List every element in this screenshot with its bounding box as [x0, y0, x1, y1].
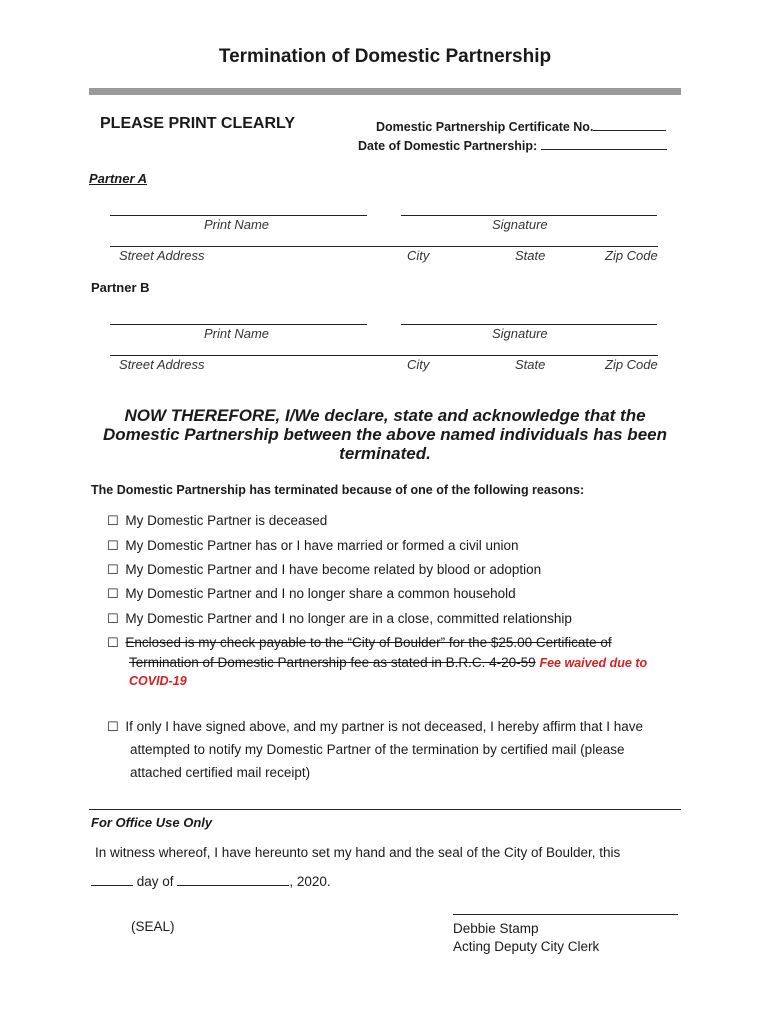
- reason-label: My Domestic Partner and I have become related by blood or adoption: [125, 562, 542, 577]
- partner-a-heading: Partner A: [89, 171, 148, 186]
- affirm-line-2: attempted to notify my Domestic Partner of the termination by certified mail (please: [130, 742, 625, 757]
- partner-a-signature-label: Signature: [492, 217, 548, 232]
- partner-b-name-label: Print Name: [204, 326, 270, 341]
- header-divider: [89, 88, 681, 95]
- partner-b-zip-label: Zip Code: [605, 357, 658, 372]
- clerk-signature-line[interactable]: [453, 914, 678, 915]
- declaration-statement: [60, 406, 710, 463]
- witness-statement: In witness whereof, I have hereunto set my hand and the seal of the City of Boulder, this: [95, 845, 621, 860]
- affirm-line-1: If only I have signed above, and my partner is not deceased, I hereby affirm that I have: [125, 719, 643, 734]
- checkbox-icon[interactable]: ☐: [107, 562, 119, 577]
- partner-a-name-line[interactable]: [110, 215, 367, 216]
- partner-b-city-label: City: [407, 357, 430, 372]
- partnership-date-field[interactable]: [358, 137, 667, 153]
- checkbox-icon[interactable]: ☐: [107, 635, 119, 650]
- reason-relationship-option[interactable]: [107, 611, 572, 627]
- print-clearly-note: PLEASE PRINT CLEARLY: [100, 115, 295, 132]
- office-use-heading: For Office Use Only: [91, 815, 213, 830]
- partner-a-city-label: City: [407, 248, 430, 263]
- partner-a-zip-label: Zip Code: [605, 248, 658, 263]
- partnership-date-blank[interactable]: [541, 137, 667, 150]
- certificate-number-label: Domestic Partnership Certificate No.: [376, 120, 594, 134]
- affirm-line-3: attached certified mail receipt): [130, 765, 311, 780]
- affirm-option[interactable]: [107, 715, 667, 784]
- partner-a-street-label: Street Address: [119, 248, 205, 263]
- partner-b-signature-label: Signature: [492, 326, 548, 341]
- certificate-number-blank[interactable]: [593, 118, 666, 131]
- checkbox-icon[interactable]: ☐: [107, 513, 119, 528]
- fee-line-1: Enclosed is my check payable to the “City of Boulder” for the $25.00 Certificate of: [125, 635, 612, 650]
- partner-b-street-label: Street Address: [119, 357, 205, 372]
- day-blank[interactable]: [91, 873, 133, 886]
- partner-a-name-label: Print Name: [204, 217, 270, 232]
- checkbox-icon[interactable]: ☐: [107, 719, 119, 734]
- partner-b-signature-line[interactable]: [401, 324, 657, 325]
- partner-b-state-label: State: [515, 357, 546, 372]
- reason-label: My Domestic Partner and I no longer share a common household: [125, 586, 516, 601]
- declaration-line-2: Domestic Partnership between the above named individuals has been: [103, 425, 667, 444]
- reason-label: My Domestic Partner has or I have married or formed a civil union: [125, 538, 519, 553]
- fee-waived-reason: COVID-19: [129, 674, 187, 688]
- month-blank[interactable]: [177, 873, 289, 886]
- clerk-block: [453, 920, 599, 956]
- fee-continuation: [129, 655, 647, 670]
- day-of-label: day of: [136, 874, 174, 889]
- page-title: Termination of Domestic Partnership: [218, 46, 552, 67]
- checkbox-icon[interactable]: ☐: [107, 538, 119, 553]
- reasons-heading: The Domestic Partnership has terminated because of one of the following reasons:: [91, 483, 585, 497]
- year-label: , 2020.: [289, 874, 331, 889]
- seal-label: (SEAL): [131, 919, 175, 934]
- partner-a-state-label: State: [515, 248, 546, 263]
- certificate-number-field[interactable]: [376, 118, 666, 134]
- clerk-name: Debbie Stamp: [453, 921, 539, 936]
- reason-household-option[interactable]: [107, 586, 516, 602]
- partner-a-signature-line[interactable]: [401, 215, 657, 216]
- fee-waived-note: Fee waived due to: [539, 656, 648, 670]
- partner-a-address-line[interactable]: [110, 246, 658, 247]
- declaration-line-1: NOW THEREFORE, I/We declare, state and acknowledge that the: [124, 406, 646, 425]
- partner-b-address-line[interactable]: [110, 355, 658, 356]
- declaration-line-3: terminated.: [339, 444, 431, 463]
- checkbox-icon[interactable]: ☐: [107, 586, 119, 601]
- fee-option[interactable]: [107, 635, 612, 651]
- office-divider: [89, 809, 681, 810]
- partner-b-name-line[interactable]: [110, 324, 367, 325]
- witness-date-line: [91, 873, 331, 889]
- partnership-date-label: Date of Domestic Partnership:: [358, 139, 538, 153]
- clerk-title: Acting Deputy City Clerk: [453, 939, 600, 954]
- reason-married-option[interactable]: [107, 538, 519, 554]
- reason-related-option[interactable]: [107, 562, 541, 578]
- checkbox-icon[interactable]: ☐: [107, 611, 119, 626]
- reason-label: My Domestic Partner is deceased: [125, 513, 328, 528]
- reason-label: My Domestic Partner and I no longer are in a close, committed relationship: [125, 611, 572, 626]
- fee-line-2: Termination of Domestic Partnership fee as stated in B.R.C. 4-20-59: [129, 655, 536, 670]
- reason-deceased-option[interactable]: [107, 513, 327, 529]
- partner-b-heading: Partner B: [91, 280, 150, 295]
